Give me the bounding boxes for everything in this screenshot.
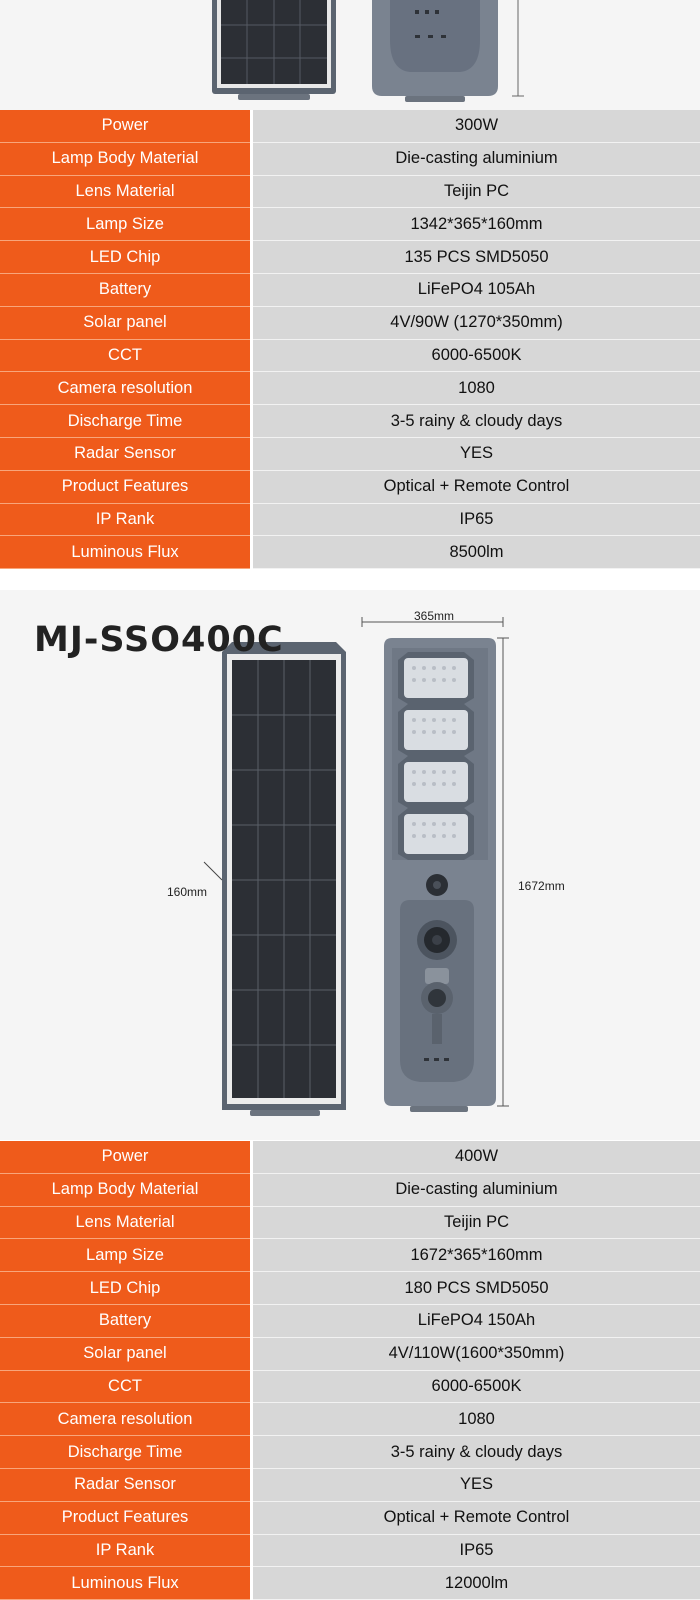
spec-table-300w xyxy=(0,110,700,569)
spec-value: 1672*365*160mm xyxy=(253,1239,700,1272)
spec-label: Discharge Time xyxy=(0,1436,250,1469)
spec-value: 4V/110W(1600*350mm) xyxy=(253,1338,700,1371)
spec-value: Teijin PC xyxy=(253,1207,700,1240)
spec-value: 1342*365*160mm xyxy=(253,208,700,241)
spec-label: CCT xyxy=(0,1371,250,1404)
spec-label: Solar panel xyxy=(0,307,250,340)
spec-label: Lamp Size xyxy=(0,1239,250,1272)
table-row xyxy=(0,1535,700,1568)
spec-value: Die-casting aluminium xyxy=(253,143,700,176)
spec-label: Product Features xyxy=(0,1502,250,1535)
spec-value: 6000-6500K xyxy=(253,1371,700,1404)
table-row xyxy=(0,504,700,537)
table-row xyxy=(0,1141,700,1174)
spec-value: Die-casting aluminium xyxy=(253,1174,700,1207)
table-row xyxy=(0,1207,700,1240)
table-row xyxy=(0,241,700,274)
spec-label: IP Rank xyxy=(0,1535,250,1568)
table-row xyxy=(0,307,700,340)
spec-label: Solar panel xyxy=(0,1338,250,1371)
spec-value: YES xyxy=(253,438,700,471)
spec-label: LED Chip xyxy=(0,241,250,274)
table-row xyxy=(0,1305,700,1338)
spec-value: 400W xyxy=(253,1141,700,1174)
table-row xyxy=(0,110,700,143)
spec-value: 4V/90W (1270*350mm) xyxy=(253,307,700,340)
spec-value: Optical + Remote Control xyxy=(253,471,700,504)
dimension-width-label: 365mm xyxy=(414,609,455,623)
spec-value: 3-5 rainy & cloudy days xyxy=(253,1436,700,1469)
spec-label: Battery xyxy=(0,1305,250,1338)
table-row xyxy=(0,1567,700,1600)
spec-label: Battery xyxy=(0,274,250,307)
table-row xyxy=(0,372,700,405)
spec-label: Power xyxy=(0,1141,250,1174)
spec-value: 1080 xyxy=(253,372,700,405)
table-row xyxy=(0,1272,700,1305)
table-row xyxy=(0,1174,700,1207)
spec-value: 180 PCS SMD5050 xyxy=(253,1272,700,1305)
spec-value: 3-5 rainy & cloudy days xyxy=(253,405,700,438)
spec-label: Camera resolution xyxy=(0,1403,250,1436)
spec-label: Radar Sensor xyxy=(0,438,250,471)
spec-value: IP65 xyxy=(253,504,700,537)
table-row xyxy=(0,1436,700,1469)
table-row xyxy=(0,143,700,176)
section-divider xyxy=(0,570,700,590)
table-row xyxy=(0,1338,700,1371)
model-title: MJ-SSO400C xyxy=(34,620,284,660)
spec-label: Power xyxy=(0,110,250,143)
table-row xyxy=(0,176,700,209)
dimension-depth-label: 160mm xyxy=(167,885,208,899)
spec-value: Teijin PC xyxy=(253,176,700,209)
table-row xyxy=(0,405,700,438)
spec-value: IP65 xyxy=(253,1535,700,1568)
dimension-height-label: 1672mm xyxy=(518,879,565,893)
table-row xyxy=(0,274,700,307)
spec-value: Optical + Remote Control xyxy=(253,1502,700,1535)
spec-label: Discharge Time xyxy=(0,405,250,438)
spec-label: Lamp Size xyxy=(0,208,250,241)
spec-label: Lamp Body Material xyxy=(0,1174,250,1207)
table-row xyxy=(0,340,700,373)
table-row xyxy=(0,1239,700,1272)
spec-label: Lens Material xyxy=(0,176,250,209)
spec-value: 1080 xyxy=(253,1403,700,1436)
table-row xyxy=(0,208,700,241)
spec-label: Lamp Body Material xyxy=(0,143,250,176)
product-image-400w xyxy=(0,590,700,1140)
spec-value: 6000-6500K xyxy=(253,340,700,373)
table-row xyxy=(0,1403,700,1436)
spec-label: Lens Material xyxy=(0,1207,250,1240)
spec-value: LiFePO4 105Ah xyxy=(253,274,700,307)
spec-value: 135 PCS SMD5050 xyxy=(253,241,700,274)
spec-value: LiFePO4 150Ah xyxy=(253,1305,700,1338)
spec-label: Luminous Flux xyxy=(0,536,250,569)
table-row xyxy=(0,438,700,471)
spec-value: 12000lm xyxy=(253,1567,700,1600)
spec-value: 8500lm xyxy=(253,536,700,569)
lamp-illustration-300w xyxy=(0,0,700,110)
spec-label: LED Chip xyxy=(0,1272,250,1305)
spec-label: Product Features xyxy=(0,471,250,504)
table-row xyxy=(0,1371,700,1404)
spec-label: Luminous Flux xyxy=(0,1567,250,1600)
spec-label: CCT xyxy=(0,340,250,373)
spec-value: 300W xyxy=(253,110,700,143)
spec-label: IP Rank xyxy=(0,504,250,537)
table-row xyxy=(0,536,700,569)
table-row xyxy=(0,1502,700,1535)
table-row xyxy=(0,471,700,504)
spec-value: YES xyxy=(253,1469,700,1502)
lamp-illustration-400w xyxy=(0,590,700,1140)
spec-table-400w xyxy=(0,1141,700,1600)
product-image-300w xyxy=(0,0,700,110)
table-row xyxy=(0,1469,700,1502)
spec-label: Camera resolution xyxy=(0,372,250,405)
spec-label: Radar Sensor xyxy=(0,1469,250,1502)
